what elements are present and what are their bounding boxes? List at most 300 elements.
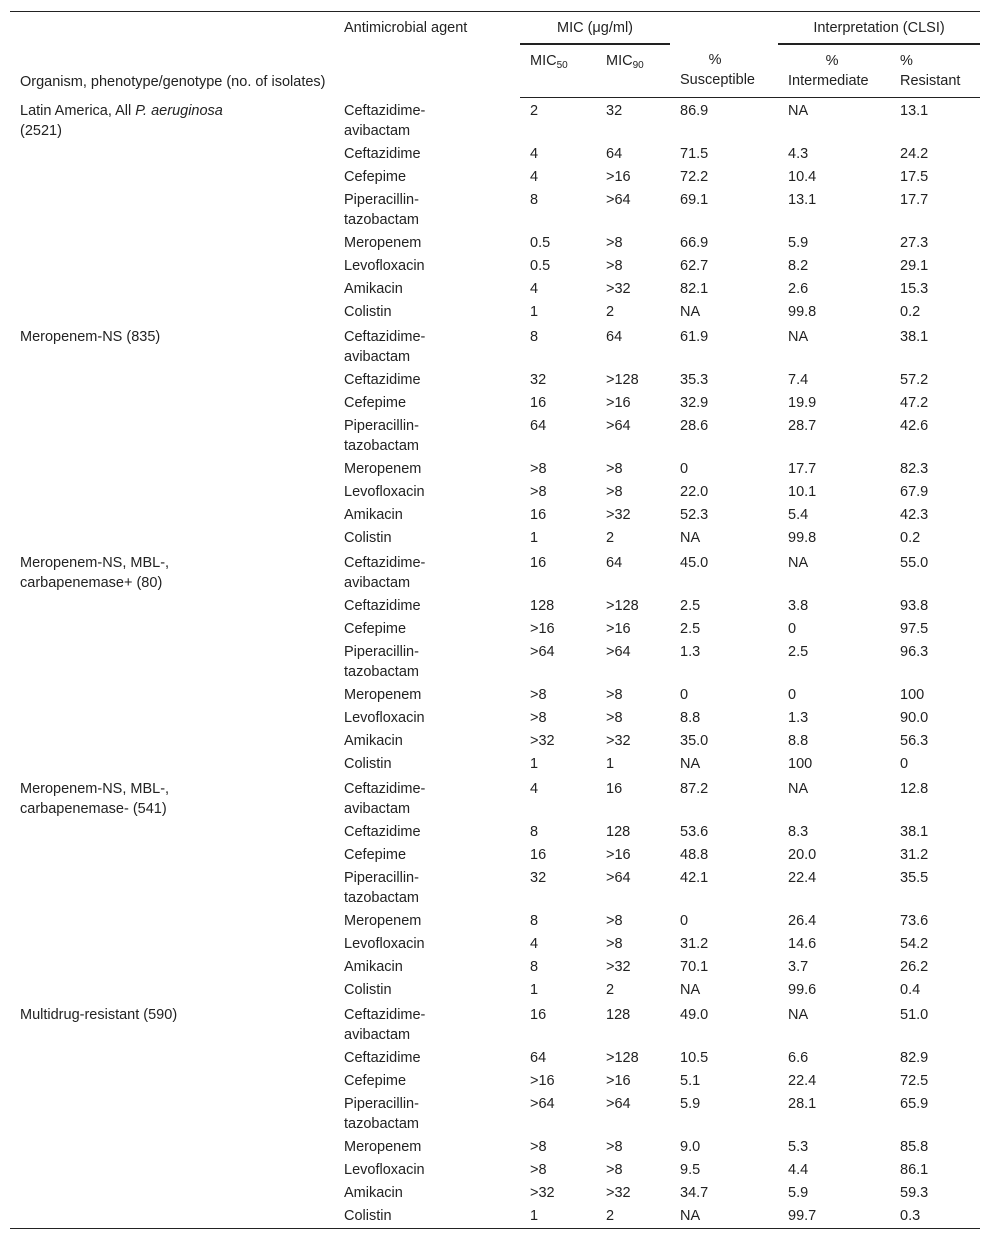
organism-cell (10, 369, 334, 392)
mic90-cell: 2 (596, 1205, 670, 1229)
mic90-cell: >64 (606, 869, 631, 886)
mic90-cell: >8 (606, 912, 623, 929)
mic50-cell: 128 (530, 597, 555, 614)
organism-cell (10, 1205, 334, 1229)
mic90-cell: >8 (606, 1138, 623, 1155)
table-row (10, 707, 980, 730)
resistant-cell: 0.2 (900, 303, 921, 320)
intermediate-cell: 28.1 (788, 1095, 817, 1112)
resistant-cell: 0.4 (900, 981, 921, 998)
mic90-cell: 16 (606, 780, 623, 797)
susceptible-cell: 69.1 (680, 191, 709, 208)
susceptible-cell: 42.1 (680, 869, 709, 886)
intermediate-cell: NA (788, 328, 809, 345)
organism-cell: Multidrug-resistant (590) (20, 1006, 178, 1023)
mic50-cell: 1 (530, 755, 539, 772)
intermediate-cell: 4.4 (788, 1161, 809, 1178)
resistant-cell: 93.8 (900, 597, 929, 614)
intermediate-header: % Intermediate (778, 44, 890, 98)
susceptible-cell: 66.9 (680, 234, 709, 251)
mic90-cell: 1 (606, 755, 615, 772)
mic90-cell: >32 (606, 280, 631, 297)
mic50-cell: 0.5 (530, 257, 551, 274)
intermediate-cell: 28.7 (788, 417, 817, 434)
resistant-cell: 100 (900, 686, 925, 703)
intermediate-cell: 99.8 (788, 529, 817, 546)
mic50-cell: >8 (530, 460, 547, 477)
agent-cell: Levofloxacin (344, 1161, 425, 1178)
agent-cell: Cefepime (344, 620, 407, 637)
agent-cell: Colistin (334, 1205, 520, 1229)
mic90-cell: >16 (606, 620, 631, 637)
mic50-cell: 1 (530, 303, 539, 320)
mic50-cell: 64 (530, 417, 547, 434)
mic90-cell: 2 (606, 303, 615, 320)
intermediate-cell: NA (788, 103, 809, 119)
resistant-cell: 0 (900, 755, 909, 772)
agent-cell: Cefepime (344, 168, 407, 185)
organism-cell (10, 458, 334, 481)
agent-cell: Colistin (344, 755, 392, 772)
agent-cell: Meropenem (344, 460, 422, 477)
resistant-cell: 42.6 (900, 417, 929, 434)
agent-cell: Ceftazidime (344, 597, 421, 614)
mic50-cell: >8 (530, 483, 547, 500)
agent-cell: Piperacillin- tazobactam (344, 417, 419, 454)
mic50-cell: 1 (530, 529, 539, 546)
intermediate-cell: NA (788, 554, 809, 571)
table-row (10, 1182, 980, 1205)
mic90-cell: >16 (606, 394, 631, 411)
intermediate-cell: 0 (788, 686, 797, 703)
resistant-cell: 38.1 (900, 823, 929, 840)
susceptible-cell: 0 (680, 912, 689, 929)
mic90-cell: >8 (606, 709, 623, 726)
organism-cell (10, 821, 334, 844)
table-row (10, 143, 980, 166)
intermediate-cell: 99.8 (788, 303, 817, 320)
agent-cell: Ceftazidime (344, 1049, 421, 1066)
resistant-cell: 17.5 (900, 168, 929, 185)
table-row (10, 595, 980, 618)
organism-cell: Meropenem-NS (835) (20, 328, 161, 345)
susceptible-cell: 52.3 (680, 506, 709, 523)
mic50-cell: 0.5 (530, 234, 551, 251)
susceptible-cell: 1.3 (680, 643, 701, 660)
table-row (10, 166, 980, 189)
agent-cell: Ceftazidime- avibactam (344, 328, 426, 365)
intermediate-cell: 0 (788, 620, 797, 637)
susceptible-cell: 0 (680, 686, 689, 703)
mic90-cell: >64 (606, 1095, 631, 1112)
mic90-cell: >64 (606, 191, 631, 208)
agent-cell: Levofloxacin (344, 935, 425, 952)
mic90-cell: 32 (606, 103, 623, 119)
table-row (10, 301, 980, 324)
resistant-cell: 73.6 (900, 912, 929, 929)
susceptible-cell: 5.1 (680, 1072, 701, 1089)
susceptible-cell: 70.1 (680, 958, 709, 975)
intermediate-cell: 4.3 (788, 145, 809, 162)
mic90-cell: >64 (606, 643, 631, 660)
mic90-cell: >16 (606, 1072, 631, 1089)
mic90-cell: 64 (606, 554, 623, 571)
mic50-cell: 64 (530, 1049, 547, 1066)
agent-cell: Amikacin (344, 1184, 403, 1201)
table-row (10, 1047, 980, 1070)
table-row (10, 98, 980, 143)
agent-cell: Levofloxacin (344, 483, 425, 500)
mic50-cell: 16 (530, 506, 547, 523)
resistant-cell: 54.2 (900, 935, 929, 952)
agent-cell: Levofloxacin (344, 257, 425, 274)
intermediate-cell: 5.9 (788, 234, 809, 251)
intermediate-cell: 10.1 (788, 483, 817, 500)
intermediate-cell: 19.9 (788, 394, 817, 411)
table-row (10, 324, 980, 369)
susceptible-cell: NA (680, 981, 701, 998)
mic50-cell: >8 (530, 686, 547, 703)
resistant-cell: 29.1 (900, 257, 929, 274)
intermediate-cell: 3.7 (788, 958, 809, 975)
susceptible-cell: NA (670, 1205, 778, 1229)
resistant-cell: 85.8 (900, 1138, 929, 1155)
table-row (10, 776, 980, 821)
susceptible-cell: 45.0 (680, 554, 709, 571)
resistant-cell: 0.3 (890, 1205, 980, 1229)
table-row (10, 844, 980, 867)
agent-cell: Levofloxacin (344, 709, 425, 726)
susceptible-header: % Susceptible (670, 44, 778, 98)
table-row (10, 369, 980, 392)
organism-cell (10, 1093, 334, 1136)
agent-cell: Meropenem (344, 686, 422, 703)
mic90-cell: >16 (606, 846, 631, 863)
susceptible-cell: 71.5 (680, 145, 709, 162)
mic50-cell: >32 (530, 1184, 555, 1201)
mic90-cell: >8 (606, 935, 623, 952)
intermediate-cell: 1.3 (788, 709, 809, 726)
table-row (10, 641, 980, 684)
intermediate-cell: 8.3 (788, 823, 809, 840)
agent-cell: Ceftazidime- avibactam (344, 1006, 426, 1043)
agent-cell: Amikacin (344, 280, 403, 297)
resistant-cell: 97.5 (900, 620, 929, 637)
table-row (10, 956, 980, 979)
organism-cell (10, 730, 334, 753)
table-row (10, 504, 980, 527)
agent-cell: Meropenem (344, 1138, 422, 1155)
resistant-cell: 0.2 (900, 529, 921, 546)
organism-cell (10, 618, 334, 641)
table-row (10, 730, 980, 753)
mic50-cell: 8 (530, 191, 539, 208)
susceptible-cell: 86.9 (680, 103, 709, 119)
susceptible-cell: NA (680, 529, 701, 546)
table-row (10, 1093, 980, 1136)
resistant-cell: 56.3 (900, 732, 929, 749)
agent-cell: Cefepime (344, 394, 407, 411)
intermediate-cell: 22.4 (788, 1072, 817, 1089)
agent-cell: Ceftazidime- avibactam (344, 780, 426, 817)
agent-cell: Piperacillin- tazobactam (344, 1095, 419, 1132)
mic90-cell: >8 (606, 460, 623, 477)
susceptible-cell: 2.5 (680, 620, 701, 637)
resistant-cell: 27.3 (900, 234, 929, 251)
mic50-cell: >32 (530, 732, 555, 749)
resistant-cell: 51.0 (900, 1006, 929, 1023)
intermediate-cell: 5.9 (788, 1184, 809, 1201)
organism-cell (10, 641, 334, 684)
organism-cell: Latin America, All P. aeruginosa (2521) (20, 102, 223, 139)
mic50-cell: 4 (530, 145, 539, 162)
agent-cell: Ceftazidime (344, 823, 421, 840)
agent-cell: Ceftazidime- avibactam (344, 102, 426, 139)
intermediate-cell: 8.2 (788, 257, 809, 274)
mic90-cell: 64 (606, 145, 623, 162)
resistant-cell: 17.7 (900, 191, 929, 208)
organism-cell (10, 189, 334, 232)
susceptible-cell: 35.3 (680, 371, 709, 388)
table-row (10, 753, 980, 776)
resistant-cell: 38.1 (900, 328, 929, 345)
susceptible-cell: 48.8 (680, 846, 709, 863)
organism-cell (10, 143, 334, 166)
resistant-cell: 42.3 (900, 506, 929, 523)
agent-cell: Meropenem (344, 912, 422, 929)
intermediate-cell: 99.6 (788, 981, 817, 998)
resistant-cell: 15.3 (900, 280, 929, 297)
agent-header: Antimicrobial agent (334, 12, 520, 98)
agent-cell: Ceftazidime (344, 145, 421, 162)
intermediate-cell: 2.6 (788, 280, 809, 297)
mic90-cell: >128 (606, 597, 639, 614)
resistant-cell: 82.3 (900, 460, 929, 477)
agent-cell: Meropenem (344, 234, 422, 251)
interpretation-header: Interpretation (CLSI) (778, 12, 980, 45)
mic50-cell: 16 (530, 554, 547, 571)
mic-header: MIC (μg/ml) (520, 12, 670, 45)
mic-table (10, 11, 980, 1229)
mic90-cell: 128 (606, 1006, 631, 1023)
mic50-cell: 4 (530, 168, 539, 185)
mic50-cell: 8 (530, 912, 539, 929)
table-row (10, 1205, 980, 1229)
mic90-cell: >16 (606, 168, 631, 185)
susceptible-cell: NA (680, 303, 701, 320)
mic90-cell: 128 (606, 823, 631, 840)
susceptible-cell: 61.9 (680, 328, 709, 345)
organism-cell (10, 753, 334, 776)
susceptible-cell: 82.1 (680, 280, 709, 297)
susceptible-cell: 35.0 (680, 732, 709, 749)
susceptible-cell: 5.9 (680, 1095, 701, 1112)
table-row (10, 415, 980, 458)
organism-cell (10, 595, 334, 618)
table-row (10, 933, 980, 956)
resistant-cell: 65.9 (900, 1095, 929, 1112)
mic90-cell: >32 (606, 506, 631, 523)
resistant-cell: 90.0 (900, 709, 929, 726)
resistant-cell: 67.9 (900, 483, 929, 500)
susceptible-cell: 34.7 (680, 1184, 709, 1201)
table-row (10, 1002, 980, 1047)
mic90-cell: >32 (606, 958, 631, 975)
agent-cell: Colistin (344, 303, 392, 320)
table-row (10, 232, 980, 255)
organism-cell (10, 232, 334, 255)
intermediate-cell: 5.4 (788, 506, 809, 523)
organism-cell: Meropenem-NS, MBL-, carbapenemase+ (80) (20, 554, 170, 591)
susceptible-cell: 87.2 (680, 780, 709, 797)
resistant-cell: 72.5 (900, 1072, 929, 1089)
intermediate-cell: 2.5 (788, 643, 809, 660)
resistant-cell: 47.2 (900, 394, 929, 411)
mic50-header: $MIC_{50}$ (520, 44, 596, 98)
susceptible-cell: 62.7 (680, 257, 709, 274)
mic50-cell: 4 (530, 780, 539, 797)
table-row (10, 392, 980, 415)
organism-cell (10, 481, 334, 504)
intermediate-cell: 20.0 (788, 846, 817, 863)
agent-cell: Piperacillin- tazobactam (344, 869, 419, 906)
agent-cell: Amikacin (344, 506, 403, 523)
agent-cell: Colistin (344, 981, 392, 998)
agent-cell: Piperacillin- tazobactam (344, 643, 419, 680)
mic50-cell: 8 (530, 328, 539, 345)
table-row (10, 1070, 980, 1093)
mic90-cell: 64 (606, 328, 623, 345)
table-row (10, 278, 980, 301)
mic90-cell: >64 (606, 417, 631, 434)
mic90-cell: >128 (606, 371, 639, 388)
resistant-cell: 96.3 (900, 643, 929, 660)
organism-cell (10, 684, 334, 707)
mic50-cell: 32 (530, 371, 547, 388)
susceptible-cell: 9.0 (680, 1138, 701, 1155)
agent-cell: Colistin (344, 529, 392, 546)
susceptible-cell: 72.2 (680, 168, 709, 185)
mic50-cell: 8 (530, 823, 539, 840)
intermediate-cell: 3.8 (788, 597, 809, 614)
resistant-cell: 31.2 (900, 846, 929, 863)
table-row (10, 1136, 980, 1159)
intermediate-cell: 100 (788, 755, 813, 772)
intermediate-cell: 26.4 (788, 912, 817, 929)
agent-cell: Ceftazidime (344, 371, 421, 388)
intermediate-cell: 99.7 (778, 1205, 890, 1229)
organism-cell (10, 1070, 334, 1093)
intermediate-cell: 7.4 (788, 371, 809, 388)
mic50-cell: >16 (530, 620, 555, 637)
organism-cell (10, 1136, 334, 1159)
table-row (10, 979, 980, 1002)
mic90-cell: >8 (606, 257, 623, 274)
mic90-cell: >32 (606, 1184, 631, 1201)
organism-cell (10, 979, 334, 1002)
agent-cell: Cefepime (344, 1072, 407, 1089)
mic50-cell: 4 (530, 935, 539, 952)
organism-cell (10, 956, 334, 979)
organism-cell (10, 527, 334, 550)
susceptible-cell: 22.0 (680, 483, 709, 500)
resistant-cell: 12.8 (900, 780, 929, 797)
mic50-cell: 16 (530, 1006, 547, 1023)
mic50-cell: 8 (530, 958, 539, 975)
mic50-cell: 1 (520, 1205, 596, 1229)
mic90-cell: >8 (606, 234, 623, 251)
intermediate-cell: 6.6 (788, 1049, 809, 1066)
organism-cell (10, 707, 334, 730)
organism-cell (10, 1047, 334, 1070)
susceptible-cell: 10.5 (680, 1049, 709, 1066)
susceptible-cell: 28.6 (680, 417, 709, 434)
susceptible-cell: NA (680, 755, 701, 772)
susceptible-cell: 53.6 (680, 823, 709, 840)
mic50-cell: 16 (530, 846, 547, 863)
susceptible-cell: 8.8 (680, 709, 701, 726)
table-row (10, 684, 980, 707)
resistant-cell: 59.3 (900, 1184, 929, 1201)
susceptible-cell: 31.2 (680, 935, 709, 952)
table-row (10, 255, 980, 278)
mic50-cell: >64 (530, 643, 555, 660)
susceptible-cell: 0 (680, 460, 689, 477)
mic50-cell: >8 (530, 1161, 547, 1178)
resistant-cell: 82.9 (900, 1049, 929, 1066)
organism-cell (10, 166, 334, 189)
organism-cell (10, 867, 334, 910)
mic50-cell: 4 (530, 280, 539, 297)
resistant-cell: 26.2 (900, 958, 929, 975)
mic50-cell: 32 (530, 869, 547, 886)
mic90-cell: >8 (606, 1161, 623, 1178)
mic90-cell: >8 (606, 686, 623, 703)
intermediate-cell: NA (788, 780, 809, 797)
mic90-cell: 2 (606, 981, 615, 998)
resistant-cell: 13.1 (900, 103, 929, 119)
agent-cell: Cefepime (344, 846, 407, 863)
mic90-cell: 2 (606, 529, 615, 546)
agent-cell: Amikacin (344, 732, 403, 749)
organism-cell: Meropenem-NS, MBL-, carbapenemase- (541) (20, 780, 170, 817)
intermediate-cell: 13.1 (788, 191, 817, 208)
mic50-cell: >8 (530, 709, 547, 726)
resistant-cell: 24.2 (900, 145, 929, 162)
table-row (10, 618, 980, 641)
organism-cell (10, 301, 334, 324)
mic90-cell: >128 (606, 1049, 639, 1066)
organism-cell (10, 1182, 334, 1205)
table-row (10, 867, 980, 910)
intermediate-cell: 17.7 (788, 460, 817, 477)
organism-cell (10, 392, 334, 415)
resistant-cell: 86.1 (900, 1161, 929, 1178)
organism-cell (10, 255, 334, 278)
organism-cell (10, 910, 334, 933)
mic50-cell: 16 (530, 394, 547, 411)
susceptible-cell: 9.5 (680, 1161, 701, 1178)
mic50-cell: >64 (530, 1095, 555, 1112)
table-row (10, 550, 980, 595)
table-row (10, 1159, 980, 1182)
table-row (10, 458, 980, 481)
resistant-cell: 55.0 (900, 554, 929, 571)
mic90-header: $MIC_{90}$ (596, 44, 670, 98)
resistant-header: % Resistant (890, 44, 980, 98)
mic50-cell: >16 (530, 1072, 555, 1089)
susceptible-cell: 49.0 (680, 1006, 709, 1023)
